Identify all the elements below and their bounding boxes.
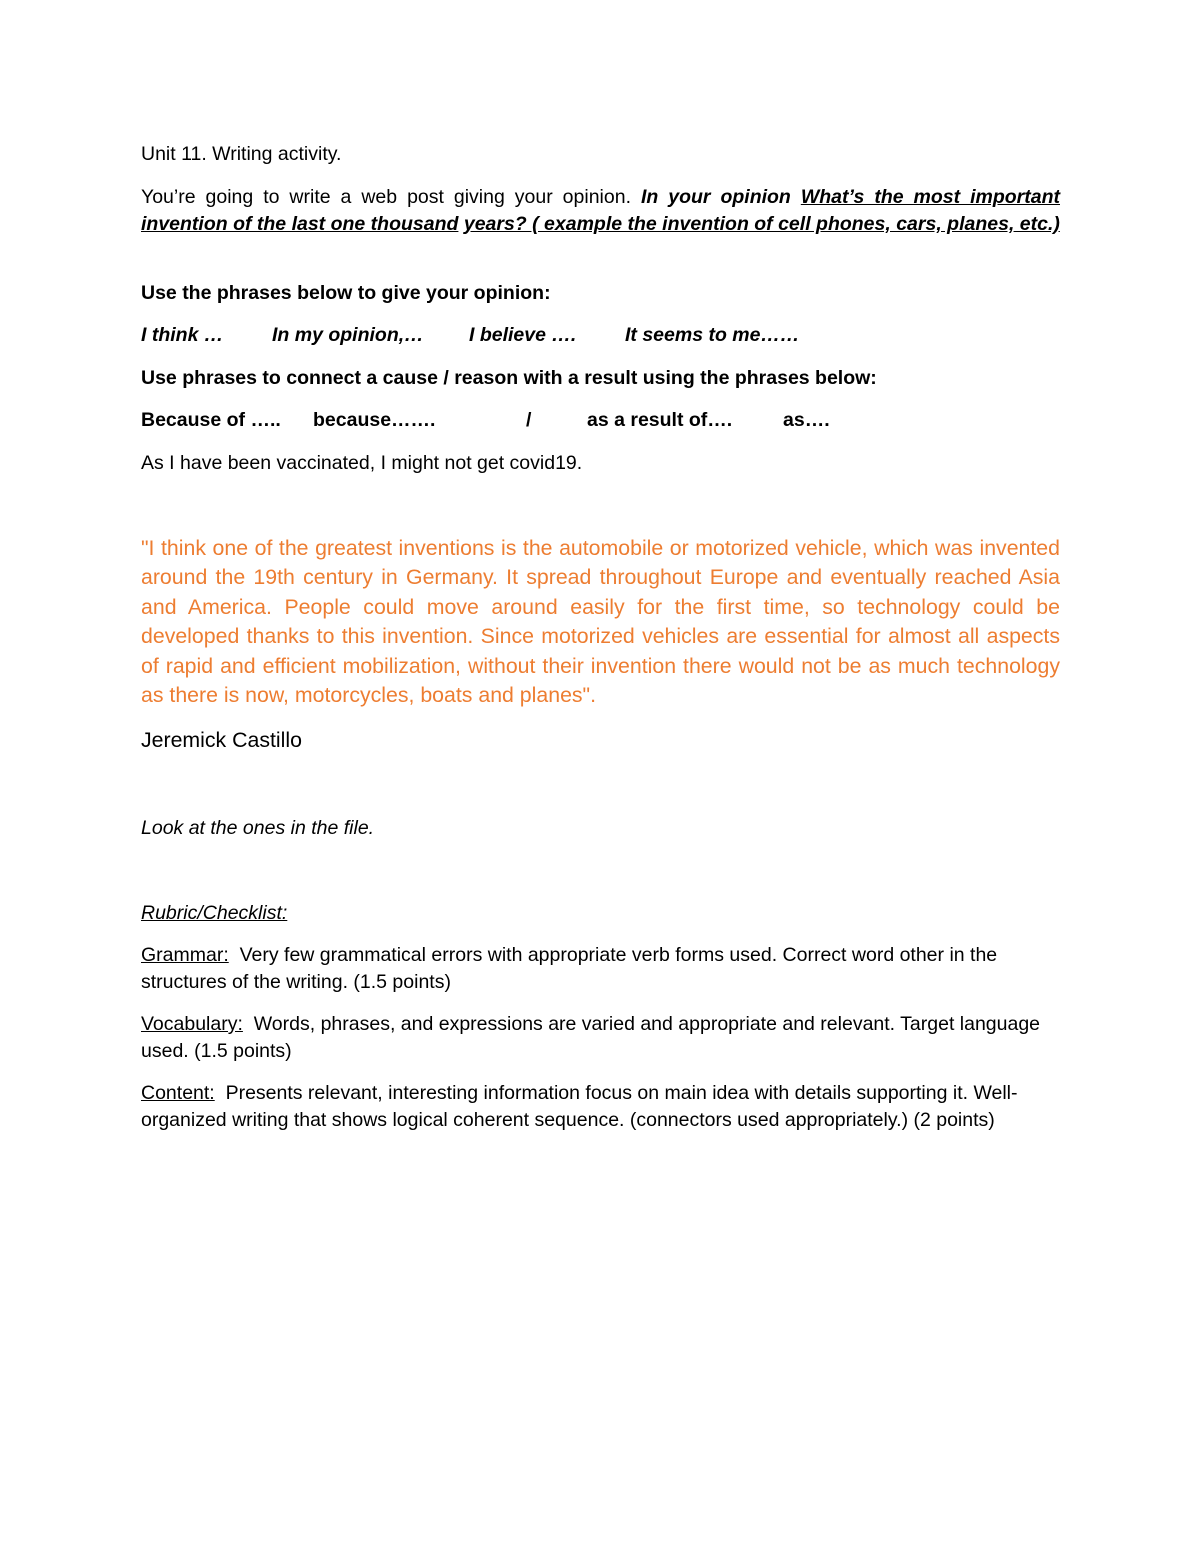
cause-phrase: because……. bbox=[313, 409, 436, 431]
student-name: Jeremick Castillo bbox=[141, 728, 302, 752]
rubric-label: Vocabulary: bbox=[141, 1013, 243, 1035]
page-title: Unit 11. Writing activity. bbox=[141, 143, 342, 165]
teacher-note: Look at the ones in the file. bbox=[141, 817, 375, 839]
opinion-heading: Use the phrases below to give your opinion: bbox=[141, 282, 551, 304]
cause-phrase: Because of ….. bbox=[141, 409, 281, 431]
student-answer: "I think one of the greatest inventions is the automobile or motorized vehicle, which was invented around the 19th century in Germany. It spread throughout Europe and eventually reached Asia and America. People could move around easily for the first time, so technology could be developed thanks to this invention. Since motorized vehicles are essential for almost all aspects of rapid and efficient mobilization, without their invention there would not be as much technology as there is now, motorcycles, boats and planes". bbox=[141, 536, 1060, 708]
cause-phrases bbox=[141, 407, 1060, 434]
cause-separator: / bbox=[526, 409, 532, 431]
opinion-phrase: I believe …. bbox=[469, 324, 577, 346]
instructions-lead: In your opinion bbox=[640, 186, 791, 208]
rubric-item-content bbox=[141, 1080, 1060, 1134]
rubric-label: Content: bbox=[141, 1082, 215, 1104]
rubric-label: Grammar: bbox=[141, 944, 229, 966]
rubric-text: Presents relevant, interesting information focus on main idea with details supporting it. Well-organized writing that shows logical coherent sequence. (connectors used appropriately.) (2 points) bbox=[141, 1082, 1018, 1131]
opinion-phrase: It seems to me…… bbox=[625, 324, 800, 346]
rubric-item-grammar bbox=[141, 942, 1060, 996]
example-sentence: As I have been vaccinated, I might not get covid19. bbox=[141, 452, 583, 474]
instructions-question-tail: years? ( example the invention of cell phones, cars, planes, etc.) bbox=[463, 213, 1060, 235]
opinion-phrase: In my opinion,… bbox=[272, 324, 424, 346]
instructions-plain: You’re going to write a web post giving your opinion. bbox=[141, 186, 631, 208]
rubric-text: Words, phrases, and expressions are varied and appropriate and relevant. Target language used. (1.5 points) bbox=[141, 1013, 1041, 1062]
rubric-text: Very few grammatical errors with appropriate verb forms used. Correct word other in the structures of the writing. (1.5 points) bbox=[141, 944, 998, 993]
rubric-heading: Rubric/Checklist: bbox=[141, 902, 288, 924]
opinion-phrases bbox=[141, 322, 1060, 349]
cause-heading: Use phrases to connect a cause / reason with a result using the phrases below: bbox=[141, 367, 877, 389]
cause-phrase: as a result of…. bbox=[587, 409, 733, 431]
opinion-phrase: I think … bbox=[141, 324, 224, 346]
rubric-item-vocabulary bbox=[141, 1011, 1060, 1065]
instructions-question: What’s the most important invention of the last one thousand bbox=[141, 186, 1060, 235]
cause-phrase: as…. bbox=[783, 409, 830, 431]
task-instructions bbox=[141, 184, 1060, 238]
